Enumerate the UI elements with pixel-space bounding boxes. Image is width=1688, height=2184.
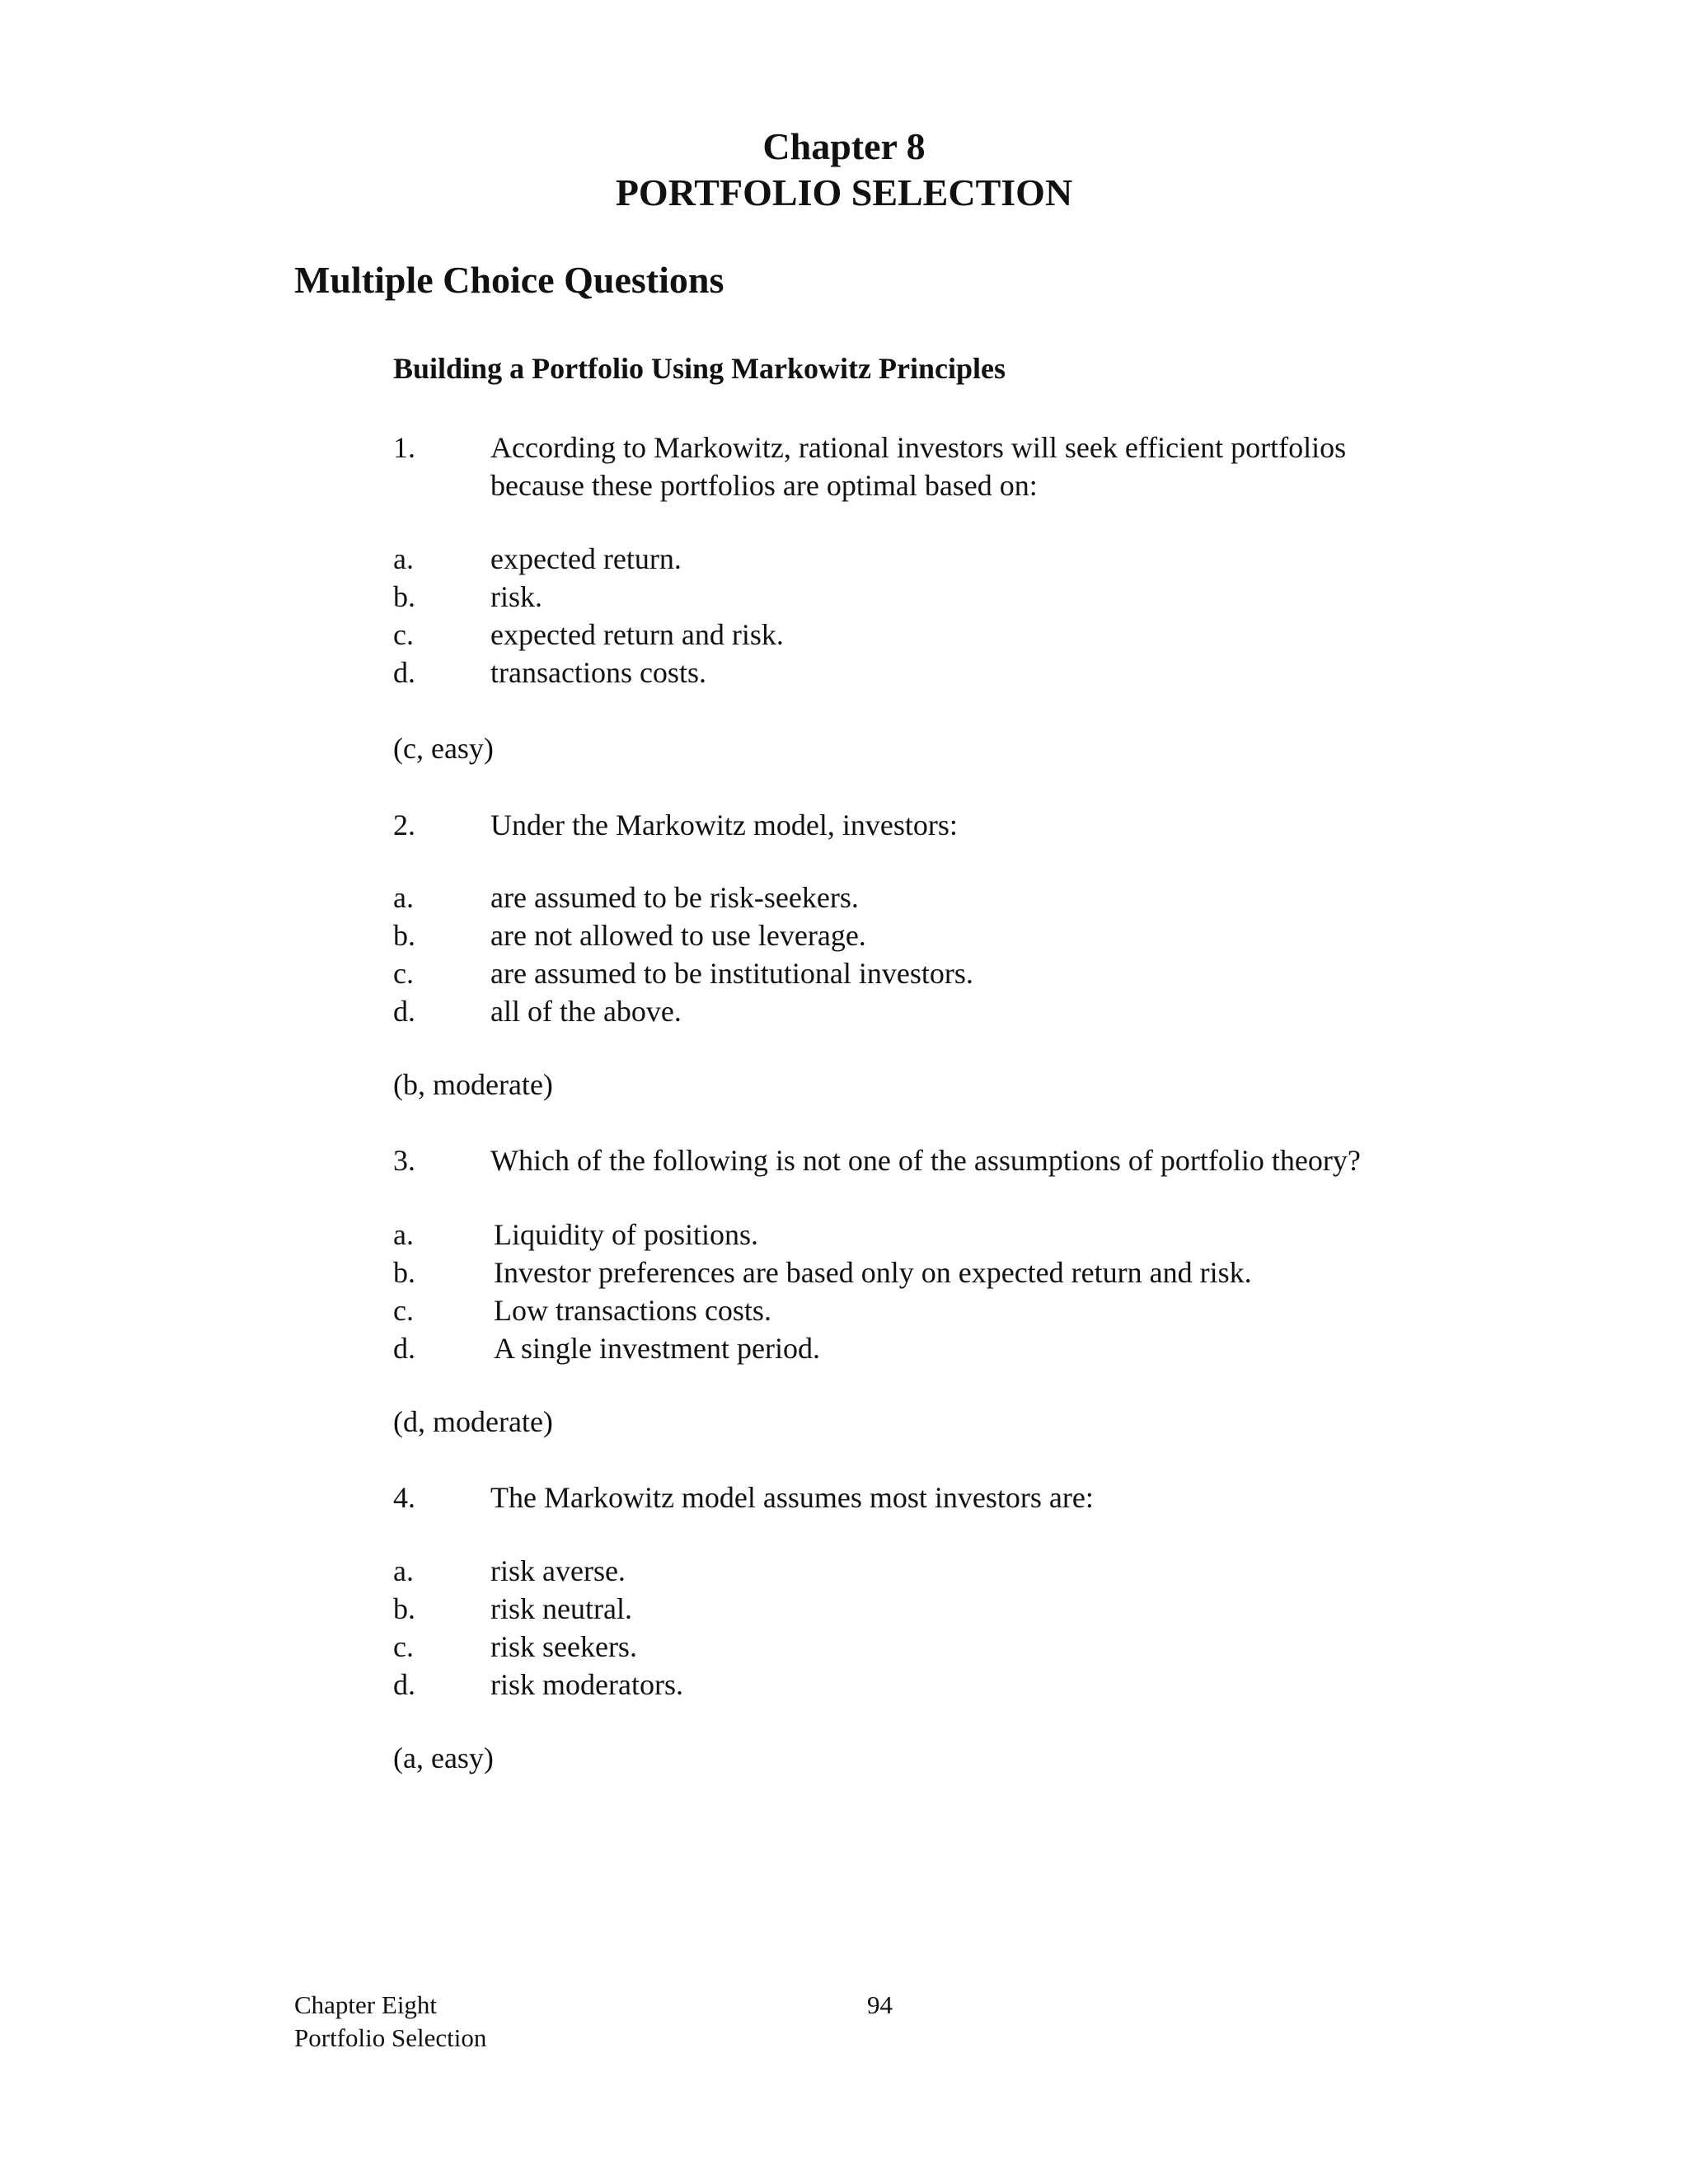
question-4: [393, 1479, 1489, 1516]
page-number: 94: [867, 1990, 893, 2019]
option-text: are assumed to be institutional investors.: [490, 957, 973, 990]
option-a: [393, 1552, 1489, 1590]
option-text: risk.: [490, 580, 542, 613]
option-b: [393, 1254, 1489, 1291]
option-letter: c.: [393, 1294, 414, 1327]
question-4-options: [393, 1552, 1489, 1704]
option-d: [393, 1329, 1489, 1367]
option-d: [393, 1666, 1489, 1704]
option-letter: d.: [393, 1668, 415, 1701]
question-text-line: Under the Markowitz model, investors:: [490, 808, 958, 841]
option-text: transactions costs.: [490, 656, 706, 689]
option-d: [393, 992, 1489, 1030]
option-letter: c.: [393, 957, 414, 990]
option-letter: a.: [393, 542, 414, 575]
question-number: 2.: [393, 808, 415, 841]
option-letter: c.: [393, 618, 414, 651]
option-c: [393, 616, 1489, 654]
question-number: 1.: [393, 431, 415, 464]
question-text-line: According to Markowitz, rational investors will seek efficient portfolios: [490, 431, 1347, 464]
question-3-options: [393, 1216, 1489, 1367]
option-letter: a.: [393, 1554, 414, 1587]
option-a: [393, 879, 1489, 916]
option-text: Investor preferences are based only on expected return and risk.: [494, 1256, 1252, 1289]
option-c: [393, 1291, 1489, 1329]
option-text: risk neutral.: [490, 1592, 632, 1625]
option-c: [393, 954, 1489, 992]
option-text: A single investment period.: [494, 1332, 820, 1365]
option-letter: d.: [393, 1332, 415, 1365]
chapter-title: PORTFOLIO SELECTION: [615, 171, 1073, 213]
question-2: [393, 806, 1489, 844]
section-heading: Multiple Choice Questions: [294, 259, 724, 301]
option-letter: b.: [393, 580, 415, 613]
option-letter: b.: [393, 919, 415, 952]
option-letter: d.: [393, 656, 415, 689]
answer-key: (b, moderate): [393, 1068, 553, 1101]
option-text: expected return and risk.: [490, 618, 784, 651]
option-c: [393, 1628, 1489, 1666]
question-text-line: Which of the following is not one of the assumptions of portfolio theory?: [490, 1144, 1361, 1177]
option-text: all of the above.: [490, 995, 682, 1028]
option-a: [393, 1216, 1489, 1254]
option-letter: c.: [393, 1630, 414, 1663]
option-letter: b.: [393, 1592, 415, 1625]
option-d: [393, 654, 1489, 691]
option-text: Liquidity of positions.: [494, 1218, 759, 1251]
option-text: Low transactions costs.: [494, 1294, 771, 1327]
option-letter: d.: [393, 995, 415, 1028]
option-text: are assumed to be risk-seekers.: [490, 881, 859, 914]
option-text: are not allowed to use leverage.: [490, 919, 866, 952]
option-text: risk moderators.: [490, 1668, 683, 1701]
option-b: [393, 578, 1489, 616]
question-text-line: The Markowitz model assumes most investors are:: [490, 1481, 1094, 1514]
option-b: [393, 1590, 1489, 1628]
question-1: [393, 429, 1489, 504]
option-letter: b.: [393, 1256, 415, 1289]
question-2-options: [393, 879, 1489, 1030]
option-text: expected return.: [490, 542, 682, 575]
answer-key: (a, easy): [393, 1741, 494, 1774]
footer-chapter-topic: Portfolio Selection: [294, 2023, 487, 2052]
answer-key: (d, moderate): [393, 1405, 553, 1438]
option-text: risk averse.: [490, 1554, 626, 1587]
question-number: 3.: [393, 1144, 415, 1177]
option-text: risk seekers.: [490, 1630, 637, 1663]
question-number: 4.: [393, 1481, 415, 1514]
question-3: [393, 1141, 1489, 1179]
option-letter: a.: [393, 881, 414, 914]
option-letter: a.: [393, 1218, 414, 1251]
option-a: [393, 540, 1489, 578]
question-text-line: because these portfolios are optimal based on:: [490, 469, 1038, 502]
answer-key: (c, easy): [393, 732, 494, 765]
option-b: [393, 916, 1489, 954]
footer-chapter-info: [294, 1989, 486, 2055]
footer-chapter-name: Chapter Eight: [294, 1990, 438, 2019]
chapter-number: Chapter 8: [762, 125, 926, 167]
question-1-options: [393, 540, 1489, 691]
subsection-heading: Building a Portfolio Using Markowitz Principles: [393, 352, 1006, 385]
